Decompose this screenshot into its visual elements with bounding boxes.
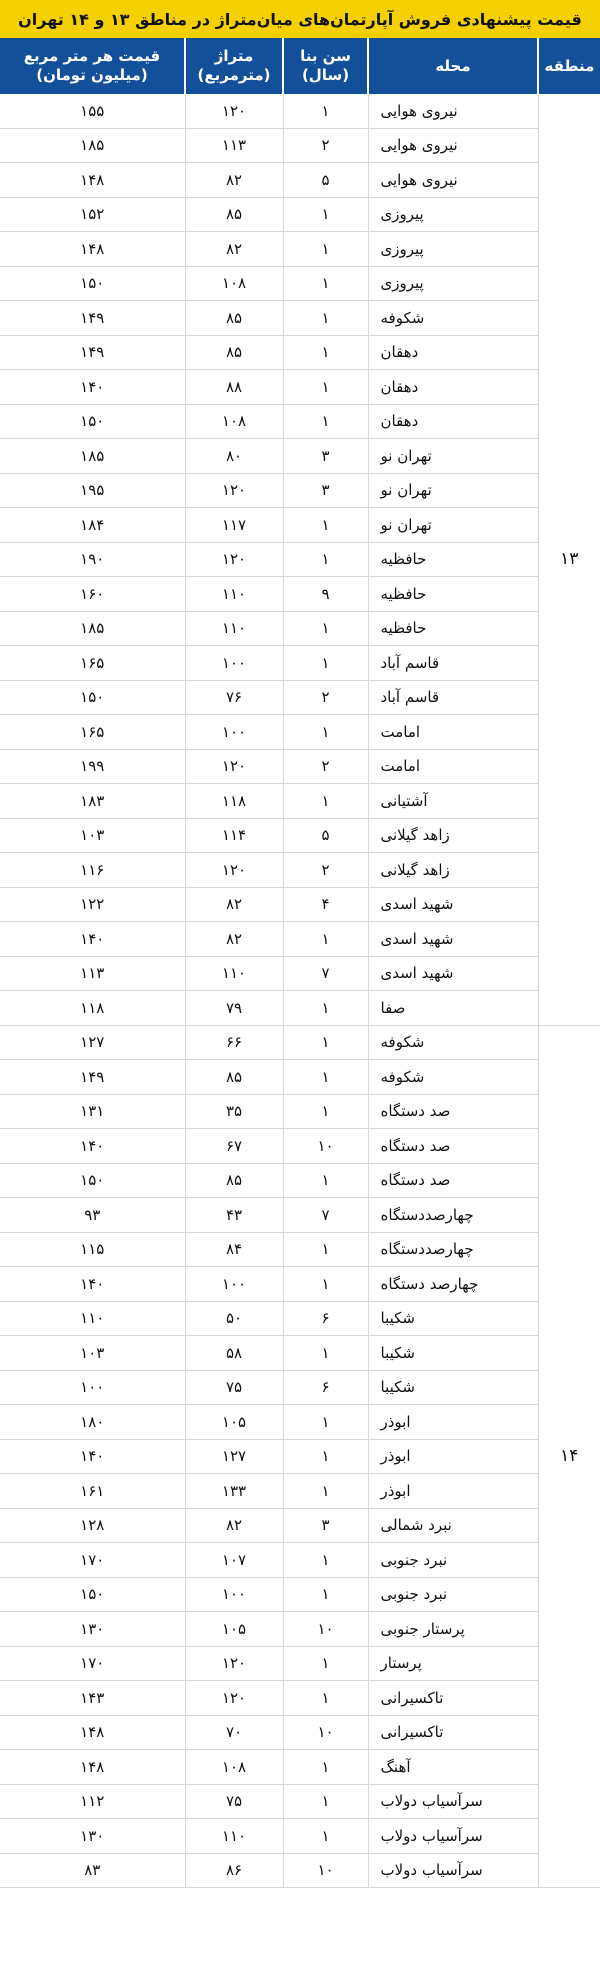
area-cell: ۸۵ <box>185 335 283 370</box>
area-cell: ۱۱۰ <box>185 611 283 646</box>
price-cell: ۱۱۳ <box>0 956 185 991</box>
neighborhood-cell: ابوذر <box>368 1405 538 1440</box>
area-cell: ۴۳ <box>185 1198 283 1233</box>
neighborhood-cell: شکیبا <box>368 1336 538 1371</box>
price-cell: ۱۴۰ <box>0 922 185 957</box>
header-price-line1: قیمت هر متر مربع <box>23 47 161 65</box>
neighborhood-cell: آهنگ <box>368 1750 538 1785</box>
neighborhood-cell: تهران نو <box>368 439 538 474</box>
area-cell: ۷۹ <box>185 991 283 1026</box>
age-cell: ۱ <box>283 335 368 370</box>
age-cell: ۱ <box>283 991 368 1026</box>
age-cell: ۱ <box>283 1646 368 1681</box>
neighborhood-cell: صفا <box>368 991 538 1026</box>
header-region <box>538 38 600 94</box>
age-cell: ۱ <box>283 715 368 750</box>
table-row <box>0 94 600 128</box>
neighborhood-cell: صد دستگاه <box>368 1163 538 1198</box>
age-cell: ۵ <box>283 163 368 198</box>
neighborhood-cell: چهارصد دستگاه <box>368 1267 538 1302</box>
neighborhood-cell: حافظیه <box>368 577 538 612</box>
area-cell: ۱۲۷ <box>185 1439 283 1474</box>
age-cell: ۱ <box>283 370 368 405</box>
area-cell: ۱۲۰ <box>185 853 283 888</box>
area-cell: ۸۲ <box>185 887 283 922</box>
table-row <box>0 1129 600 1164</box>
neighborhood-cell: قاسم آباد <box>368 646 538 681</box>
age-cell: ۱ <box>283 1267 368 1302</box>
table-row <box>0 1750 600 1785</box>
table-row <box>0 1060 600 1095</box>
neighborhood-cell: صد دستگاه <box>368 1094 538 1129</box>
age-cell: ۱ <box>283 1577 368 1612</box>
neighborhood-cell: پیروزی <box>368 232 538 267</box>
age-cell: ۲ <box>283 853 368 888</box>
header-neighborhood-label: محله <box>435 56 471 75</box>
header-region-label: منطقه <box>544 56 595 75</box>
table-row <box>0 1163 600 1198</box>
table-header <box>0 38 600 94</box>
table-row <box>0 1646 600 1681</box>
price-cell: ۱۴۰ <box>0 1129 185 1164</box>
price-cell: ۱۲۷ <box>0 1025 185 1060</box>
age-cell: ۱ <box>283 922 368 957</box>
area-cell: ۸۴ <box>185 1232 283 1267</box>
header-price-line2: (میلیون تومان) <box>36 66 148 84</box>
neighborhood-cell: ابوذر <box>368 1474 538 1509</box>
table-row <box>0 197 600 232</box>
area-cell: ۱۱۳ <box>185 128 283 163</box>
age-cell: ۱ <box>283 1784 368 1819</box>
price-cell: ۱۵۰ <box>0 1163 185 1198</box>
price-cell: ۱۸۴ <box>0 508 185 543</box>
table-row <box>0 370 600 405</box>
age-cell: ۱ <box>283 1474 368 1509</box>
neighborhood-cell: آشتیانی <box>368 784 538 819</box>
area-cell: ۱۰۵ <box>185 1612 283 1647</box>
header-area-line1: متراژ <box>214 47 254 65</box>
price-cell: ۱۹۹ <box>0 749 185 784</box>
area-cell: ۸۲ <box>185 232 283 267</box>
age-cell: ۱ <box>283 266 368 301</box>
neighborhood-cell: شکوفه <box>368 301 538 336</box>
price-cell: ۱۴۳ <box>0 1681 185 1716</box>
header-price <box>0 38 185 94</box>
age-cell: ۱ <box>283 1405 368 1440</box>
area-cell: ۱۱۰ <box>185 577 283 612</box>
region-cell: ۱۳ <box>538 94 600 1025</box>
neighborhood-cell: دهقان <box>368 404 538 439</box>
area-cell: ۱۰۰ <box>185 1577 283 1612</box>
table-row <box>0 1198 600 1233</box>
price-cell: ۱۴۰ <box>0 370 185 405</box>
header-age-line1: سن بنا <box>300 47 351 65</box>
age-cell: ۳ <box>283 1508 368 1543</box>
age-cell: ۹ <box>283 577 368 612</box>
table-row <box>0 991 600 1026</box>
age-cell: ۱ <box>283 1336 368 1371</box>
price-cell: ۱۴۸ <box>0 1750 185 1785</box>
price-cell: ۱۶۰ <box>0 577 185 612</box>
area-cell: ۷۰ <box>185 1715 283 1750</box>
table-row <box>0 301 600 336</box>
price-cell: ۱۵۲ <box>0 197 185 232</box>
table-row <box>0 473 600 508</box>
neighborhood-cell: زاهد گیلانی <box>368 853 538 888</box>
table-row <box>0 163 600 198</box>
price-cell: ۱۸۵ <box>0 128 185 163</box>
table-row <box>0 1025 600 1060</box>
age-cell: ۱۰ <box>283 1612 368 1647</box>
area-cell: ۷۵ <box>185 1370 283 1405</box>
price-cell: ۱۰۳ <box>0 818 185 853</box>
area-cell: ۸۲ <box>185 163 283 198</box>
price-cell: ۱۵۰ <box>0 680 185 715</box>
neighborhood-cell: تاکسیرانی <box>368 1681 538 1716</box>
neighborhood-cell: شهید اسدی <box>368 956 538 991</box>
neighborhood-cell: تهران نو <box>368 473 538 508</box>
price-cell: ۱۲۲ <box>0 887 185 922</box>
neighborhood-cell: تهران نو <box>368 508 538 543</box>
table-row <box>0 784 600 819</box>
area-cell: ۱۱۸ <box>185 784 283 819</box>
neighborhood-cell: امامت <box>368 715 538 750</box>
age-cell: ۱ <box>283 197 368 232</box>
area-cell: ۸۸ <box>185 370 283 405</box>
age-cell: ۷ <box>283 956 368 991</box>
neighborhood-cell: صد دستگاه <box>368 1129 538 1164</box>
price-cell: ۱۹۰ <box>0 542 185 577</box>
age-cell: ۱ <box>283 1750 368 1785</box>
table-row <box>0 128 600 163</box>
neighborhood-cell: امامت <box>368 749 538 784</box>
table-row <box>0 232 600 267</box>
price-cell: ۱۵۰ <box>0 266 185 301</box>
age-cell: ۱۰ <box>283 1129 368 1164</box>
price-cell: ۱۱۶ <box>0 853 185 888</box>
table-row <box>0 1094 600 1129</box>
neighborhood-cell: نبرد شمالی <box>368 1508 538 1543</box>
table-row <box>0 1370 600 1405</box>
price-cell: ۱۴۹ <box>0 1060 185 1095</box>
neighborhood-cell: پرستار جنوبی <box>368 1612 538 1647</box>
area-cell: ۱۰۰ <box>185 646 283 681</box>
table-row <box>0 1508 600 1543</box>
table-row <box>0 646 600 681</box>
header-age <box>283 38 368 94</box>
neighborhood-cell: پیروزی <box>368 197 538 232</box>
area-cell: ۱۰۰ <box>185 1267 283 1302</box>
price-cell: ۱۵۵ <box>0 94 185 128</box>
price-cell: ۱۶۱ <box>0 1474 185 1509</box>
price-cell: ۱۱۰ <box>0 1301 185 1336</box>
table-row <box>0 887 600 922</box>
price-cell: ۱۷۰ <box>0 1543 185 1578</box>
neighborhood-cell: شکیبا <box>368 1301 538 1336</box>
age-cell: ۳ <box>283 473 368 508</box>
price-cell: ۱۸۵ <box>0 439 185 474</box>
price-cell: ۱۲۸ <box>0 1508 185 1543</box>
neighborhood-cell: حافظیه <box>368 542 538 577</box>
age-cell: ۷ <box>283 1198 368 1233</box>
price-cell: ۱۰۰ <box>0 1370 185 1405</box>
age-cell: ۱ <box>283 1094 368 1129</box>
area-cell: ۷۶ <box>185 680 283 715</box>
neighborhood-cell: نیروی هوایی <box>368 128 538 163</box>
price-cell: ۱۰۳ <box>0 1336 185 1371</box>
neighborhood-cell: پرستار <box>368 1646 538 1681</box>
neighborhood-cell: تاکسیرانی <box>368 1715 538 1750</box>
header-row <box>0 38 600 94</box>
table-row <box>0 335 600 370</box>
age-cell: ۲ <box>283 128 368 163</box>
age-cell: ۱ <box>283 404 368 439</box>
area-cell: ۱۱۷ <box>185 508 283 543</box>
table-row <box>0 956 600 991</box>
area-cell: ۸۵ <box>185 197 283 232</box>
price-cell: ۱۴۸ <box>0 1715 185 1750</box>
table-row <box>0 1681 600 1716</box>
table-row <box>0 542 600 577</box>
neighborhood-cell: چهارصددستگاه <box>368 1232 538 1267</box>
price-cell: ۱۶۵ <box>0 715 185 750</box>
table-row <box>0 404 600 439</box>
area-cell: ۳۵ <box>185 1094 283 1129</box>
page-title: قیمت پیشنهادی فروش آپارتمان‌های میان‌متراژ در مناطق ۱۳ و ۱۴ تهران <box>0 0 600 38</box>
prices-table <box>0 38 600 1888</box>
table-row <box>0 749 600 784</box>
header-area-line2: (مترمربع) <box>197 66 271 84</box>
age-cell: ۱ <box>283 1025 368 1060</box>
area-cell: ۱۲۰ <box>185 473 283 508</box>
neighborhood-cell: چهارصددستگاه <box>368 1198 538 1233</box>
age-cell: ۱ <box>283 1439 368 1474</box>
price-cell: ۱۴۹ <box>0 301 185 336</box>
neighborhood-cell: سرآسیاب دولاب <box>368 1784 538 1819</box>
neighborhood-cell: دهقان <box>368 335 538 370</box>
price-cell: ۱۹۵ <box>0 473 185 508</box>
price-cell: ۱۶۵ <box>0 646 185 681</box>
neighborhood-cell: شهید اسدی <box>368 922 538 957</box>
neighborhood-cell: نیروی هوایی <box>368 163 538 198</box>
neighborhood-cell: زاهد گیلانی <box>368 818 538 853</box>
table-row <box>0 1232 600 1267</box>
age-cell: ۱ <box>283 1543 368 1578</box>
age-cell: ۱ <box>283 784 368 819</box>
age-cell: ۵ <box>283 818 368 853</box>
table-row <box>0 611 600 646</box>
price-cell: ۱۵۰ <box>0 404 185 439</box>
area-cell: ۱۰۸ <box>185 266 283 301</box>
price-cell: ۱۸۵ <box>0 611 185 646</box>
age-cell: ۱ <box>283 94 368 128</box>
price-cell: ۱۸۰ <box>0 1405 185 1440</box>
table-row <box>0 1612 600 1647</box>
table-row <box>0 1405 600 1440</box>
header-neighborhood <box>368 38 538 94</box>
table-row <box>0 1819 600 1854</box>
area-cell: ۵۰ <box>185 1301 283 1336</box>
price-cell: ۱۸۳ <box>0 784 185 819</box>
age-cell: ۲ <box>283 680 368 715</box>
neighborhood-cell: سرآسیاب دولاب <box>368 1853 538 1888</box>
area-cell: ۱۱۰ <box>185 956 283 991</box>
neighborhood-cell: دهقان <box>368 370 538 405</box>
price-cell: ۱۳۰ <box>0 1612 185 1647</box>
table-row <box>0 1439 600 1474</box>
table-row <box>0 853 600 888</box>
age-cell: ۱ <box>283 611 368 646</box>
neighborhood-cell: نیروی هوایی <box>368 94 538 128</box>
neighborhood-cell: شکوفه <box>368 1060 538 1095</box>
neighborhood-cell: ابوذر <box>368 1439 538 1474</box>
area-cell: ۸۲ <box>185 922 283 957</box>
age-cell: ۱ <box>283 301 368 336</box>
area-cell: ۶۷ <box>185 1129 283 1164</box>
area-cell: ۵۸ <box>185 1336 283 1371</box>
age-cell: ۶ <box>283 1370 368 1405</box>
area-cell: ۸۵ <box>185 301 283 336</box>
age-cell: ۲ <box>283 749 368 784</box>
neighborhood-cell: شکوفه <box>368 1025 538 1060</box>
price-cell: ۱۴۰ <box>0 1439 185 1474</box>
header-age-line2: (سال) <box>301 66 350 84</box>
age-cell: ۱ <box>283 542 368 577</box>
price-cell: ۱۴۰ <box>0 1267 185 1302</box>
area-cell: ۱۰۸ <box>185 1750 283 1785</box>
table-row <box>0 1267 600 1302</box>
age-cell: ۱ <box>283 1060 368 1095</box>
age-cell: ۱ <box>283 1163 368 1198</box>
age-cell: ۱ <box>283 508 368 543</box>
area-cell: ۶۶ <box>185 1025 283 1060</box>
neighborhood-cell: شکیبا <box>368 1370 538 1405</box>
price-cell: ۱۷۰ <box>0 1646 185 1681</box>
table-row <box>0 922 600 957</box>
area-cell: ۸۲ <box>185 1508 283 1543</box>
table-row <box>0 1336 600 1371</box>
age-cell: ۱ <box>283 1819 368 1854</box>
price-cell: ۱۴۸ <box>0 163 185 198</box>
area-cell: ۱۲۰ <box>185 749 283 784</box>
neighborhood-cell: پیروزی <box>368 266 538 301</box>
area-cell: ۷۵ <box>185 1784 283 1819</box>
neighborhood-cell: حافظیه <box>368 611 538 646</box>
price-cell: ۱۳۱ <box>0 1094 185 1129</box>
area-cell: ۱۲۰ <box>185 542 283 577</box>
area-cell: ۱۲۰ <box>185 94 283 128</box>
area-cell: ۱۱۴ <box>185 818 283 853</box>
age-cell: ۶ <box>283 1301 368 1336</box>
neighborhood-cell: نبرد جنوبی <box>368 1577 538 1612</box>
table-row <box>0 508 600 543</box>
header-area <box>185 38 283 94</box>
region-cell: ۱۴ <box>538 1025 600 1888</box>
age-cell: ۱ <box>283 1681 368 1716</box>
price-cell: ۱۴۹ <box>0 335 185 370</box>
table-row <box>0 1577 600 1612</box>
area-cell: ۸۰ <box>185 439 283 474</box>
age-cell: ۱۰ <box>283 1853 368 1888</box>
area-cell: ۸۶ <box>185 1853 283 1888</box>
neighborhood-cell: شهید اسدی <box>368 887 538 922</box>
age-cell: ۱ <box>283 646 368 681</box>
table-row <box>0 715 600 750</box>
age-cell: ۱۰ <box>283 1715 368 1750</box>
table-row <box>0 1543 600 1578</box>
area-cell: ۸۵ <box>185 1163 283 1198</box>
table-row <box>0 266 600 301</box>
price-cell: ۱۱۲ <box>0 1784 185 1819</box>
price-cell: ۱۱۵ <box>0 1232 185 1267</box>
neighborhood-cell: قاسم آباد <box>368 680 538 715</box>
table-row <box>0 439 600 474</box>
table-row <box>0 1853 600 1888</box>
age-cell: ۴ <box>283 887 368 922</box>
table-row <box>0 1784 600 1819</box>
price-cell: ۱۴۸ <box>0 232 185 267</box>
area-cell: ۱۰۰ <box>185 715 283 750</box>
table-row <box>0 1301 600 1336</box>
table-row <box>0 1715 600 1750</box>
price-cell: ۱۳۰ <box>0 1819 185 1854</box>
table-row <box>0 818 600 853</box>
area-cell: ۱۰۷ <box>185 1543 283 1578</box>
area-cell: ۱۰۸ <box>185 404 283 439</box>
table-row <box>0 680 600 715</box>
age-cell: ۳ <box>283 439 368 474</box>
neighborhood-cell: نبرد جنوبی <box>368 1543 538 1578</box>
table-body <box>0 94 600 1888</box>
neighborhood-cell: سرآسیاب دولاب <box>368 1819 538 1854</box>
price-cell: ۹۳ <box>0 1198 185 1233</box>
area-cell: ۱۲۰ <box>185 1681 283 1716</box>
price-cell: ۱۵۰ <box>0 1577 185 1612</box>
area-cell: ۱۳۳ <box>185 1474 283 1509</box>
area-cell: ۱۲۰ <box>185 1646 283 1681</box>
table-row <box>0 577 600 612</box>
area-cell: ۱۰۵ <box>185 1405 283 1440</box>
table-row <box>0 1474 600 1509</box>
price-cell: ۸۳ <box>0 1853 185 1888</box>
age-cell: ۱ <box>283 232 368 267</box>
age-cell: ۱ <box>283 1232 368 1267</box>
area-cell: ۸۵ <box>185 1060 283 1095</box>
area-cell: ۱۱۰ <box>185 1819 283 1854</box>
price-cell: ۱۱۸ <box>0 991 185 1026</box>
